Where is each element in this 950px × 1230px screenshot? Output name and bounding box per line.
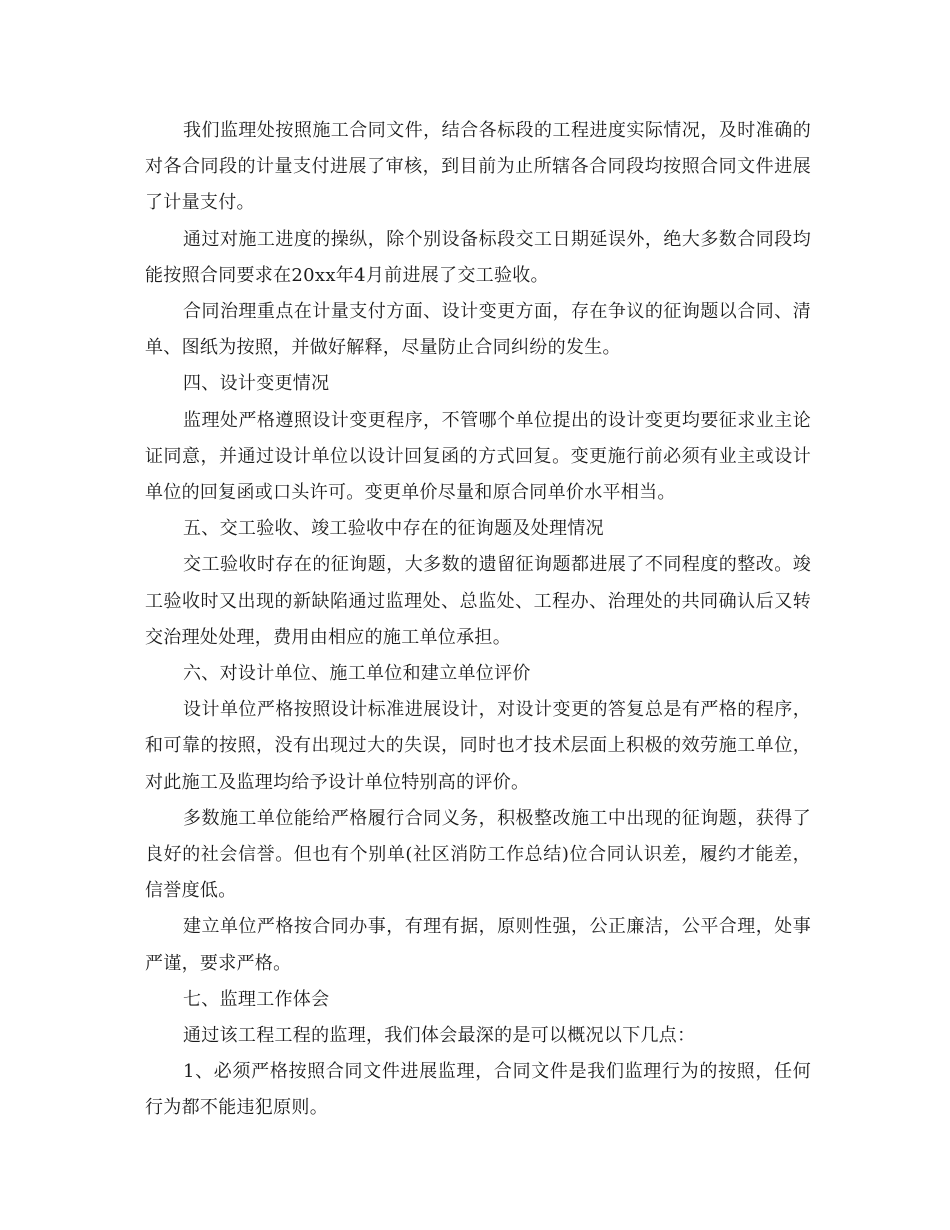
heading-design-change: 四、设计变更情况 [183,373,330,395]
paragraph-experience-point-1: 1、必须严格按照合同文件进展监理，合同文件是我们监理行为的按照，任何行为都不能违犯原则。 [145,1061,811,1119]
heading-acceptance-issues: 五、交工验收、竣工验收中存在的征询题及处理情况 [183,518,604,540]
document-body [145,113,811,1127]
paragraph-metering-payment: 我们监理处按照施工合同文件，结合各标段的工程进度实际情况，及时准确的对各合同段的计量支付进展了审核，到目前为止所辖各合同段均按照合同文件进展了计量支付。 [145,120,811,214]
paragraph-construction-unit-evaluation: 多数施工单位能给严格履行合同义务，积极整改施工中出现的征询题，获得了良好的社会信誉。但也有个别单(社区消防工作总结)位合同认识差，履约才能差，信誉度低。 [145,807,811,902]
paragraph-progress-control: 通过对施工进度的操纵，除个别设备标段交工日期延误外，绝大多数合同段均能按照合同要求在20xx年4月前进展了交工验收。 [145,228,811,286]
heading-unit-evaluation: 六、对设计单位、施工单位和建立单位评价 [183,663,531,685]
paragraph-experience-intro: 通过该工程工程的监理，我们体会最深的是可以概况以下几点： [183,1025,696,1047]
paragraph-contract-management: 合同治理重点在计量支付方面、设计变更方面，存在争议的征询题以合同、清单、图纸为按照，并做好解释，尽量防止合同纠纷的发生。 [145,301,811,359]
paragraph-design-unit-evaluation: 设计单位严格按照设计标准进展设计，对设计变更的答复总是有严格的程序，和可靠的按照，没有出现过大的失误，同时也才技术层面上积极的效劳施工单位，对此施工及监理均给予设计单位特别高的评价。 [145,699,811,793]
paragraph-acceptance-issues: 交工验收时存在的征询题，大多数的遗留征询题都进展了不同程度的整改。竣工验收时又出现的新缺陷通过监理处、总监处、工程办、治理处的共同确认后又转交治理处处理，费用由相应的施工单位承担。 [145,554,811,648]
paragraph-design-change-procedure: 监理处严格遵照设计变更程序，不管哪个单位提出的设计变更均要征求业主论证同意，并通过设计单位以设计回复函的方式回复。变更施行前必须有业主或设计单位的回复函或口头许可。变更单价尽量和原合同单价水平相当。 [145,409,811,504]
heading-supervision-experience: 七、监理工作体会 [183,988,330,1010]
paragraph-construction-owner-evaluation: 建立单位严格按合同办事，有理有据，原则性强，公正廉洁，公平合理，处事严谨，要求严格。 [145,916,811,974]
